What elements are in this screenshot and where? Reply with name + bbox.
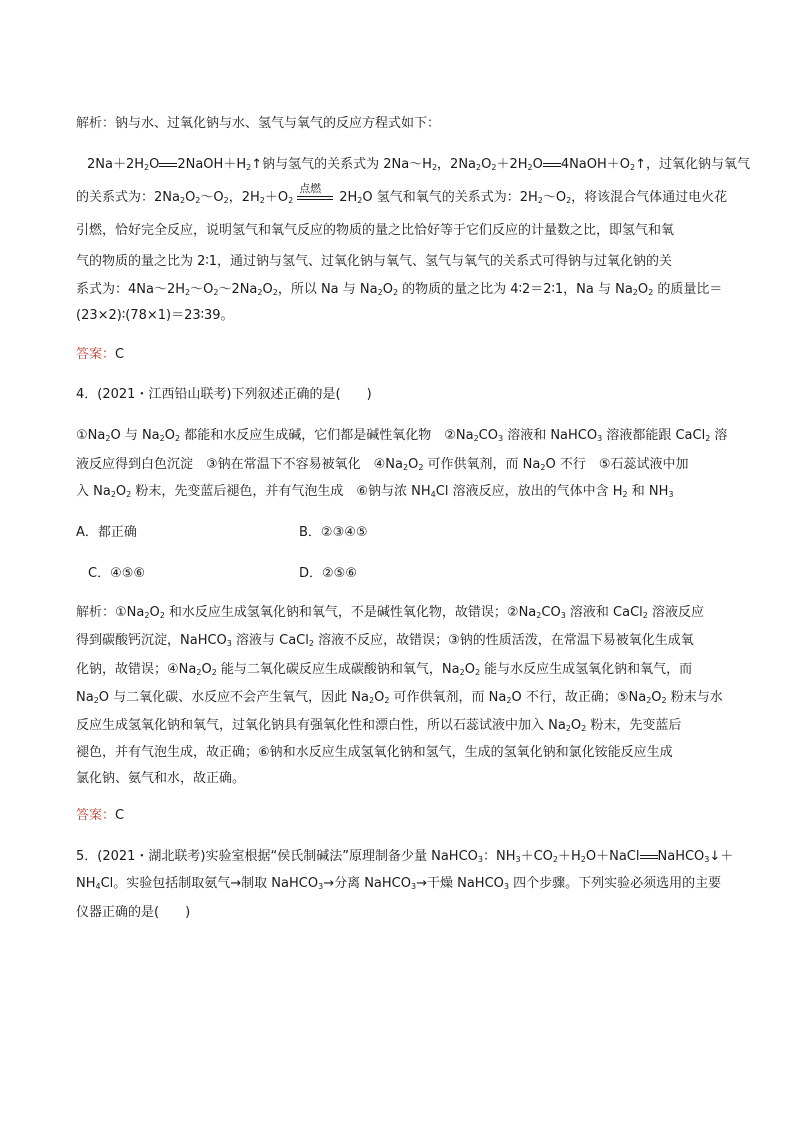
analysis-line: 反应生成氢氧化钠和氧气，过氧化钠具有强氧化性和漂白性，所以石蕊试液中加入 $Na_2O_2$ 粉末，先变蓝后 — [76, 718, 682, 733]
analysis-line: 褪色，并有气泡生成，故正确；⑥钠和水反应生成氢氧化钠和氢气，生成的氢氧化钠和氯化铵能反应生成 — [76, 745, 673, 760]
analysis-line: 引燃，恰好完全反应，说明氢气和氧气反应的物质的量之比恰好等于它们反应的计量数之比，即氢气和氧 — [76, 223, 675, 238]
answer-value: C — [115, 347, 125, 362]
analysis-line: (23×2)∶(78×1)＝23∶39。 — [76, 308, 234, 323]
analysis-label: 解析： — [76, 605, 116, 620]
question-5-line: 5．(2021・湖北联考)实验室根据“侯氏制碱法”原理制备少量 NaHCO$_3$：$NH_3+CO_2+H_2O+NaCl$ NaHCO$_3$↓＋ — [76, 849, 734, 864]
answer-line — [76, 347, 124, 363]
q4-statement-line: 入 $Na_2O_2$ 粉末，先变蓝后褪色，并有气泡生成 ⑥钠与浓 $NH_4Cl$ 溶液反应，放出的气体中含 $H_2$ 和 $NH_3$ — [76, 484, 674, 499]
q4-statement-line: $①Na_2O$ 与 $Na_2O_2$ 都能和水反应生成碱，它们都是碱性氧化物 $②Na_2CO_3$ 溶液和 NaHCO$_3$ 溶液都能跟 CaCl$_2$ 溶 — [76, 428, 728, 443]
equals-sign — [640, 855, 658, 859]
analysis-line: $2Na+2H_2O$ $2NaOH+H_2↑$钠与氢气的关系式为 $2Na\sim H_2$，$2Na_2O_2+2H_2O$ $4NaOH+O_2↑$，过氧化钠与氧气 — [87, 157, 751, 172]
analysis-line: 系式为：$4Na\sim 2H_2\sim O_2\sim 2Na_2O_2$，所以 Na 与 $Na_2O_2$ 的物质的量之比为 4∶2＝2∶1，Na 与 $Na_2O_2$ 的质量比＝ — [76, 282, 723, 297]
analysis-line: 气的物质的量之比为 2∶1，通过钠与氢气、过氧化钠与氧气、氢气与氧气的关系式可得钠与过氧化钠的关 — [76, 254, 673, 269]
question-4-stem: 4．(2021・江西铅山联考)下列叙述正确的是( ) — [76, 387, 372, 402]
option-d[interactable]: D．②⑤⑥ — [299, 566, 357, 581]
ignition-label: 点燃 — [299, 182, 322, 195]
analysis-line: 化钠，故错误；$④Na_2O_2$ 能与二氧化碳反应生成碳酸钠和氧气，$Na_2O_2$ 能与水反应生成氢氧化钠和氧气，而 — [76, 662, 693, 677]
option-c[interactable]: C．④⑤⑥ — [88, 566, 146, 581]
answer-value: C — [115, 808, 125, 823]
analysis-label: 解析： — [76, 116, 116, 131]
question-5-line: $NH_4Cl$。实验包括制取氨气→制取 NaHCO$_3$→分离 NaHCO$_3$→干燥 NaHCO$_3$ 四个步骤。下列实验必须选用的主要 — [76, 876, 722, 891]
option-a[interactable]: A．都正确 — [76, 525, 137, 540]
option-b[interactable]: B．②③④⑤ — [299, 525, 368, 540]
answer-line — [76, 808, 124, 824]
analysis-line: 的关系式为：$2Na_2O_2\sim O_2$，$2H_2+O_2$ 点燃 $2H_2O$ 氢气和氧气的关系式为：$2H_2\sim O_2$，将该混合气体通过电火花 — [76, 182, 728, 205]
analysis-intro-text: 钠与水、过氧化钠与水、氢气与氧气的反应方程式如下： — [115, 116, 441, 131]
analysis-line: 解析：$①Na_2O_2$ 和水反应生成氢氧化钠和氧气，不是碱性氧化物，故错误；$②Na_2CO_3$ 溶液和 CaCl$_2$ 溶液反应 — [76, 605, 705, 620]
analysis-line: $Na_2O$ 与二氧化碳、水反应不会产生氧气，因此 $Na_2O_2$ 可作供氧剂，而 $Na_2O$ 不行，故正确；$⑤Na_2O_2$ 粉末与水 — [76, 690, 723, 705]
answer-label: 答案： — [76, 347, 116, 362]
answer-label: 答案： — [76, 808, 116, 823]
analysis-intro — [76, 116, 440, 132]
analysis-line: 得到碳酸钙沉淀，NaHCO$_3$ 溶液与 CaCl$_2$ 溶液不反应，故错误；③钠的性质活泼，在常温下易被氧化生成氧 — [76, 633, 694, 648]
equals-sign — [159, 163, 177, 167]
equals-sign — [543, 163, 561, 167]
analysis-line: 氯化钠、氨气和水，故正确。 — [76, 771, 246, 786]
reaction-condition — [297, 182, 335, 206]
question-5-line: 仪器正确的是( ) — [76, 905, 191, 920]
q4-statement-line: 液反应得到白色沉淀 ③钠在常温下不容易被氧化 $④Na_2O_2$ 可作供氧剂，而 $Na_2O$ 不行 ⑤石蕊试液中加 — [76, 457, 689, 472]
